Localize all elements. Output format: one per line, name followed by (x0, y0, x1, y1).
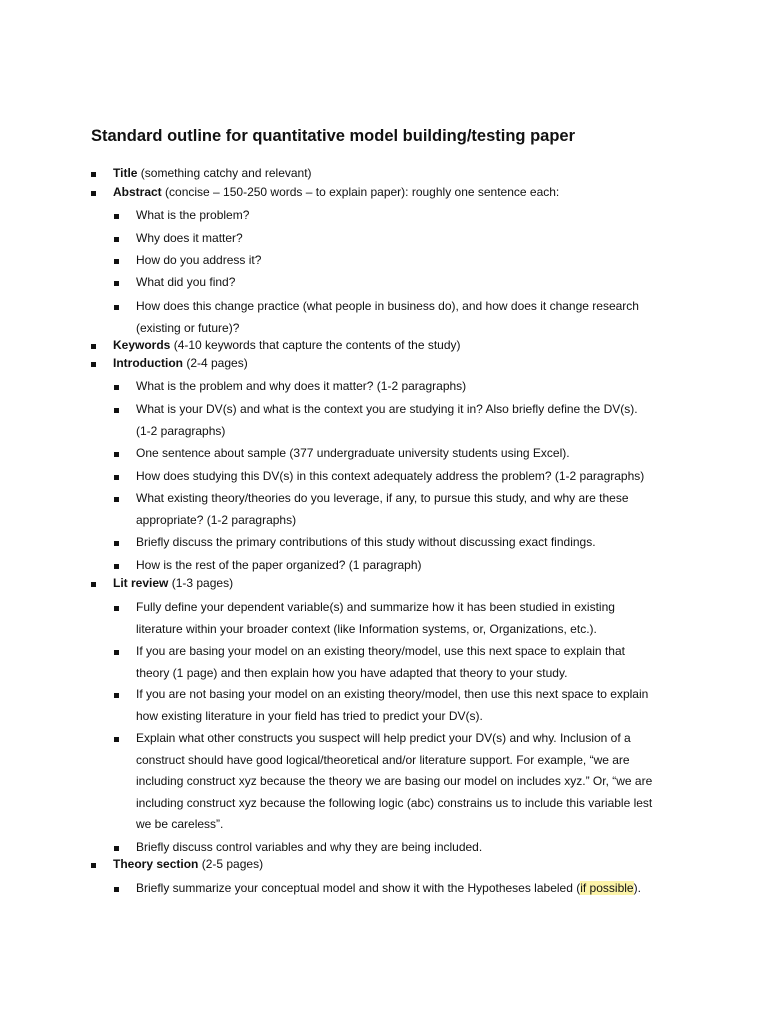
section-heading: Title (113, 166, 138, 180)
section-heading: Theory section (113, 857, 199, 871)
highlighted-text: if possible (580, 881, 634, 895)
square-bullet-icon (114, 650, 119, 655)
section-heading: Introduction (113, 356, 183, 370)
section-note: (2-4 pages) (182, 356, 248, 370)
square-bullet-icon (114, 887, 119, 892)
square-bullet-icon (114, 541, 119, 546)
square-bullet-icon (114, 737, 119, 742)
square-bullet-icon (114, 281, 119, 286)
document-title: Standard outline for quantitative model building/testing paper (91, 127, 576, 145)
square-bullet-icon (91, 362, 96, 367)
square-bullet-icon (114, 305, 119, 310)
square-bullet-icon (91, 344, 96, 349)
square-bullet-icon (114, 497, 119, 502)
section-note: (something catchy and relevant) (137, 166, 312, 180)
square-bullet-icon (114, 259, 119, 264)
square-bullet-icon (114, 606, 119, 611)
section-heading: Abstract (113, 185, 162, 199)
section-note: (4-10 keywords that capture the contents of the study) (170, 338, 461, 352)
square-bullet-icon (91, 863, 96, 868)
square-bullet-icon (114, 408, 119, 413)
square-bullet-icon (91, 172, 96, 177)
section-note: (2-5 pages) (198, 857, 264, 871)
square-bullet-icon (114, 475, 119, 480)
section-note: (concise – 150-250 words – to explain paper): roughly one sentence each: (161, 185, 560, 199)
outline-list: Title (something catchy and relevant) Abstract (concise – 150-250 words – to explain paper): roughly one sentence each: What is the problem? Why does it matter? How do you address it? What did you find? How does this change practice (what people in business do), and how does it change research (existing or future)? Keywords (4-10 keywords that capture the contents of the study) Introduction (2-4 pages) What is the problem and why does it matter? (1-2 paragraphs) What is your DV(s) and what is the context you are studying it in? Also briefly define the DV(s). (1-2 paragraphs) One sentence about sample (377 undergraduate university students using Excel). How does studying this DV(s) in this context adequately address the problem? (1-2 paragraphs) What existing theory/theories do you leverage, if any, to pursue this study, and why are these appropriate? (1-2 paragraphs) Briefly discuss the primary contributions of this study without discussing exact findings. How is the rest of the paper organized? (1 paragraph) Lit review (1-3 pages) Fully define your dependent variable(s) and summarize how it has been studied in existing literature within your broader context (like Information systems, or, Organizations, etc.). If you are basing your model on an existing theory/model, use this next space to explain that theory (1 page) and then explain how you have adapted that theory to your study. If you are not basing your model on an existing theory/model, then use this next space to explain how existing literature in your field has tried to predict your DV(s). Explain what other constructs you suspect will help predict your DV(s) and why. Inclusion of a construct should have good logical/theoretical and/or literature support. For example, “we are including construct xyz because the theory we are basing our model on includes xyz.” Or, “we are including construct xyz because the following logic (abc) constrains us to include this variable lest we be careless”. Briefly discuss control variables and why they are being included. Theory section (2-5 pages) Briefly summarize your conceptual model and show it with the Hypotheses labeled (if possible). (0, 0, 768, 1024)
square-bullet-icon (91, 191, 96, 196)
square-bullet-icon (114, 693, 119, 698)
square-bullet-icon (91, 582, 96, 587)
square-bullet-icon (114, 385, 119, 390)
square-bullet-icon (114, 214, 119, 219)
square-bullet-icon (114, 237, 119, 242)
section-note: (1-3 pages) (168, 576, 234, 590)
section-heading: Lit review (113, 576, 169, 590)
square-bullet-icon (114, 846, 119, 851)
square-bullet-icon (114, 564, 119, 569)
square-bullet-icon (114, 452, 119, 457)
section-heading: Keywords (113, 338, 171, 352)
